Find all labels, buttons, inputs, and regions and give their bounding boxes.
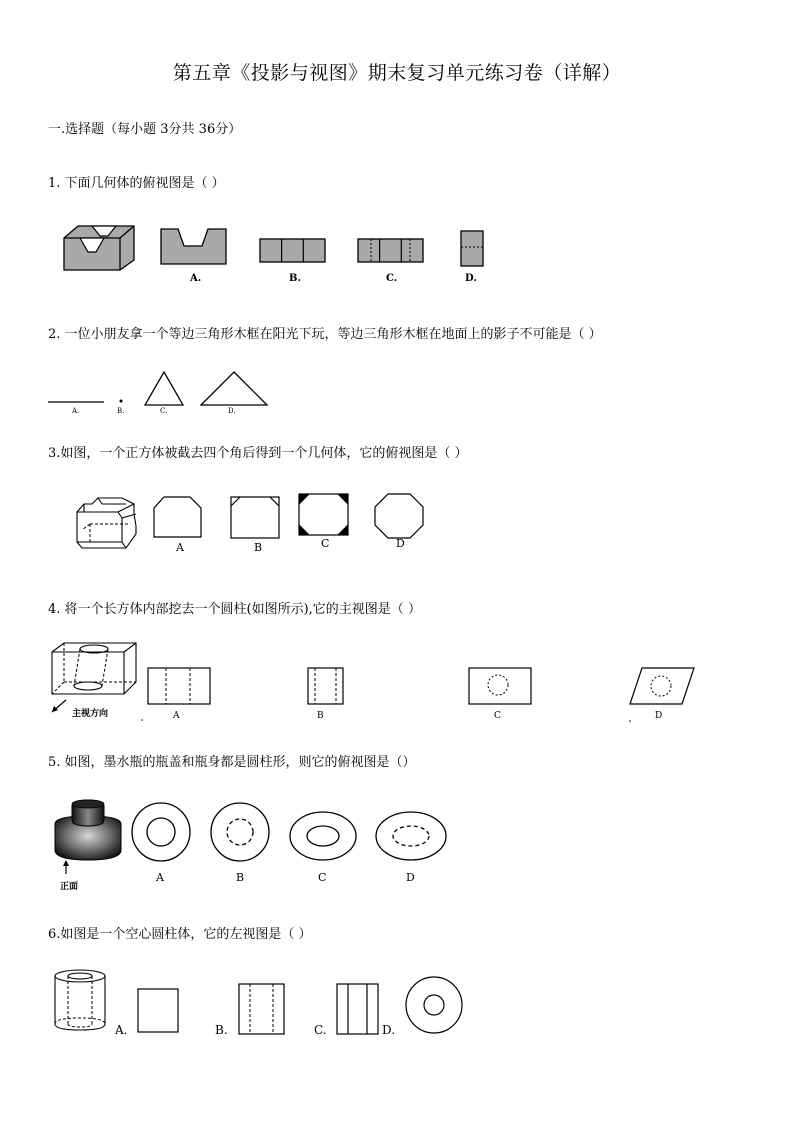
q2-option-d-label: D. — [228, 407, 236, 415]
q4-option-c-label: C — [494, 711, 501, 721]
q5-option-b-figure — [209, 801, 271, 865]
q2-option-b-label: B. — [117, 407, 125, 415]
q3-cube-figure — [74, 492, 138, 552]
q5-option-a-label: A — [156, 871, 164, 884]
q1-option-c-label: C. — [386, 273, 398, 284]
question-4-text: 4. 将一个长方体内部挖去一个圆柱(如图所示),它的主视图是（ ） — [48, 602, 421, 617]
q6-option-c-label: C. — [314, 1023, 327, 1037]
q1-option-a-label: A. — [190, 273, 202, 284]
question-1-text: 1. 下面几何体的俯视图是（ ） — [48, 176, 225, 191]
page-title: 第五章《投影与视图》期末复习单元练习卷（详解） — [172, 62, 622, 84]
q1-option-d-figure — [460, 230, 486, 268]
q3-option-a-label: A — [176, 541, 184, 554]
q2-option-b-dot — [118, 398, 124, 404]
q4-option-b-figure — [306, 667, 346, 707]
q6-option-b-figure — [238, 983, 286, 1035]
q5-option-a-figure — [130, 801, 192, 865]
q6-option-a-figure — [137, 988, 181, 1034]
q1-solid-figure — [60, 222, 140, 272]
q5-option-b-label: B — [236, 871, 245, 884]
q5-option-d-label: D — [406, 871, 415, 884]
q2-option-c-triangle — [143, 371, 185, 407]
q3-option-c-figure — [297, 492, 351, 538]
q6-option-b-label: B. — [215, 1023, 228, 1037]
q6-option-d-figure — [404, 975, 464, 1035]
q5-option-d-figure — [374, 811, 448, 863]
q1-option-b-figure — [259, 238, 327, 264]
q1-option-b-label: B. — [289, 273, 301, 284]
q2-option-a-label: A. — [72, 407, 80, 415]
q3-option-a-figure — [152, 495, 204, 539]
q3-option-d-figure — [373, 492, 425, 540]
q4-option-c-figure — [467, 667, 533, 707]
q2-option-c-label: C. — [160, 407, 168, 415]
q5-front-note: 正面 — [60, 882, 79, 892]
q1-option-d-label: D. — [465, 273, 477, 284]
q5-option-c-label: C — [318, 871, 327, 884]
q4-option-b-label: B — [317, 711, 324, 721]
q3-option-b-figure — [229, 495, 281, 541]
q5-option-c-figure — [288, 811, 358, 863]
q6-hollow-cylinder-figure — [52, 968, 108, 1034]
q6-option-a-label: A. — [115, 1023, 128, 1037]
question-6-text: 6.如图是一个空心圆柱体，它的左视图是（ ） — [48, 927, 312, 942]
q4-option-a-label: A — [173, 711, 180, 721]
q4-view-direction-note: 主视方向 — [72, 709, 109, 719]
q2-option-a-line — [48, 400, 106, 404]
q3-option-b-label: B — [254, 541, 263, 554]
q1-option-a-figure — [160, 228, 228, 266]
q5-ink-bottle-figure — [52, 798, 124, 876]
q6-option-d-label: D. — [382, 1023, 396, 1037]
q3-option-c-label: C — [321, 537, 330, 550]
q3-option-d-label: D — [396, 537, 405, 550]
question-3-text: 3.如图，一个正方体被截去四个角后得到一个几何体，它的俯视图是（ ） — [48, 446, 468, 461]
q1-option-c-figure — [357, 238, 425, 264]
q6-option-c-figure — [336, 983, 380, 1035]
q2-option-d-triangle — [199, 371, 269, 407]
question-5-text: 5. 如图，墨水瓶的瓶盖和瓶身都是圆柱形，则它的俯视图是（） — [48, 755, 416, 770]
question-2-text: 2. 一位小朋友拿一个等边三角形木框在阳光下玩，等边三角形木框在地面上的影子不可能是（ ） — [48, 327, 602, 342]
q4-option-d-label: D — [655, 711, 663, 721]
section-heading: 一.选择题（每小题 3分共 36分） — [48, 122, 242, 137]
